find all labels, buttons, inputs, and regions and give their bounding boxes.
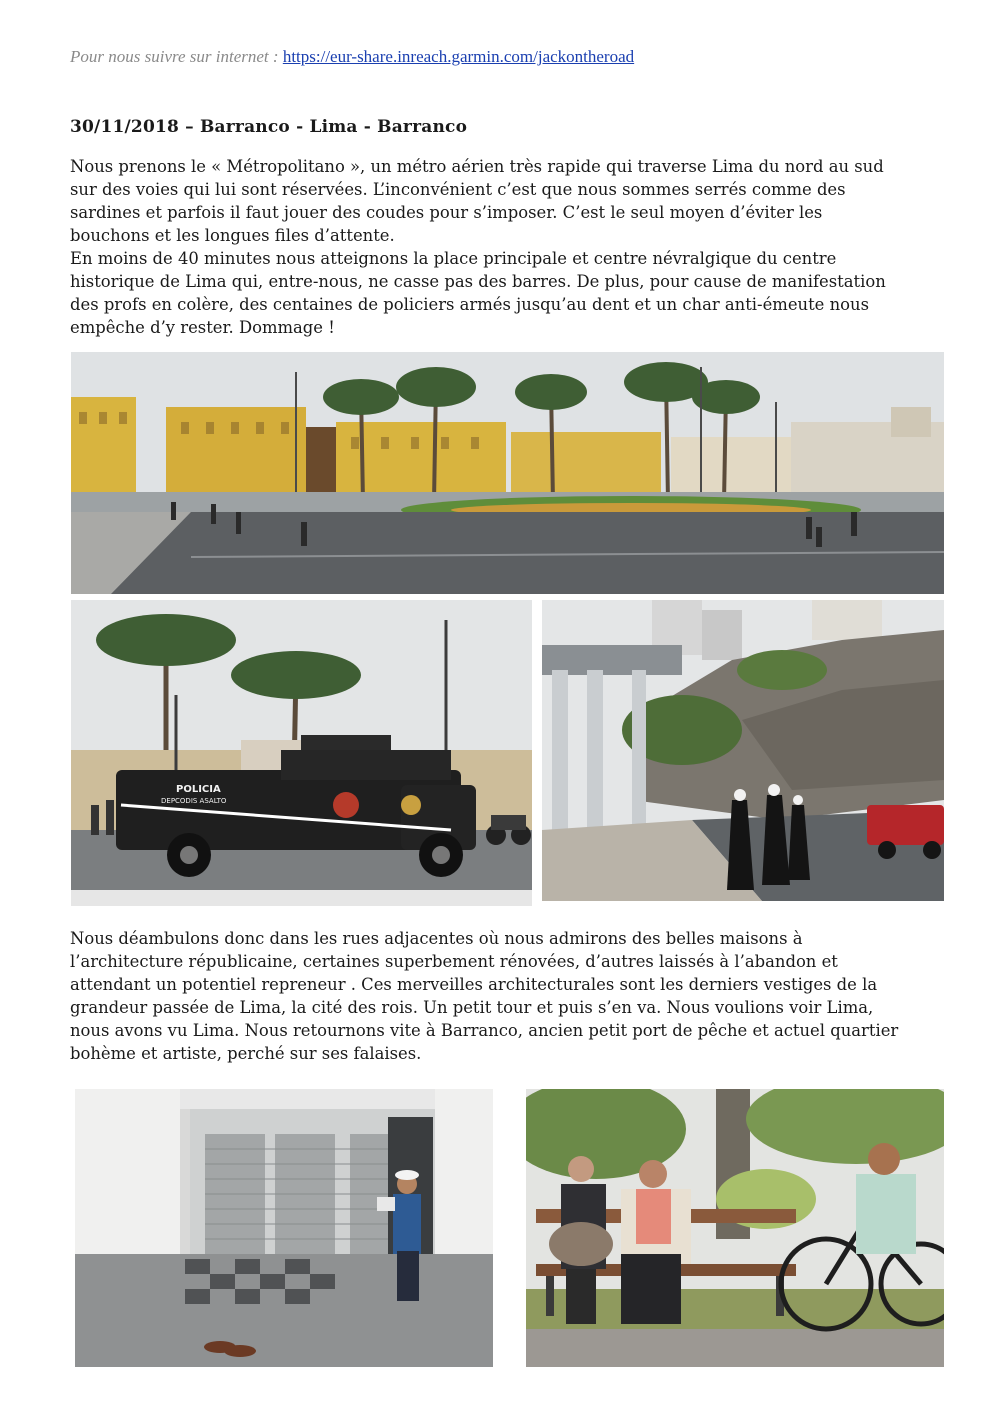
- photo-nuns-cliff: [542, 600, 944, 901]
- paragraph-line: sardines et parfois il faut jouer des coudes pour s’imposer. C’est le seul moyen d’éviter les: [70, 203, 823, 222]
- paragraph-line: attendant un potentiel repreneur . Ces merveilles architecturales sont les derniers vestiges de la: [70, 975, 878, 994]
- truck-label-unit: DEPCODIS ASALTO: [161, 797, 227, 805]
- paragraph-line: Nous prenons le « Métropolitano », un métro aérien très rapide qui traverse Lima du nord au sud: [70, 157, 884, 176]
- paragraph-line: empêche d’y rester. Dommage !: [70, 318, 335, 337]
- photo-riot-truck: [71, 600, 532, 906]
- paragraph-line: bohème et artiste, perché sur ses falaises.: [70, 1044, 422, 1063]
- paragraph-line: grandeur passée de Lima, la cité des rois. Un petit tour et puis s’en va. Nous voulions voir Lima,: [70, 998, 874, 1017]
- paragraph-line: bouchons et les longues files d’attente.: [70, 226, 395, 245]
- header-label: Pour nous suivre sur internet :: [70, 47, 283, 66]
- paragraph-line: nous avons vu Lima. Nous retournons vite à Barranco, ancien petit port de pêche et actuel quartier: [70, 1021, 899, 1040]
- paragraph-metro: [70, 155, 950, 339]
- paragraph-line: Nous déambulons donc dans les rues adjacentes où nous admirons des belles maisons à: [70, 929, 803, 948]
- paragraph-line: sur des voies qui lui sont réservées. L’inconvénient c’est que nous sommes serrés comme des: [70, 180, 846, 199]
- photo-man-reading: [75, 1089, 493, 1367]
- paragraph-line: En moins de 40 minutes nous atteignons la place principale et centre névralgique du centre: [70, 249, 837, 268]
- photo-bench-park: [526, 1089, 944, 1367]
- entry-title: 30/11/2018 – Barranco - Lima - Barranco: [70, 117, 468, 137]
- paragraph-line: historique de Lima qui, entre-nous, ne casse pas des barres. De plus, pour cause de manifestation: [70, 272, 886, 291]
- photo-plaza-panorama: [71, 352, 944, 594]
- header-line: [70, 47, 634, 67]
- paragraph-streets: [70, 927, 950, 1065]
- tracking-link[interactable]: https://eur-share.inreach.garmin.com/jackontheroad: [282, 47, 635, 66]
- truck-label-policia: POLICIA: [176, 784, 221, 795]
- paragraph-line: des profs en colère, des centaines de policiers armés jusqu’au dent et un char anti-émeute nous: [70, 295, 869, 314]
- paragraph-line: l’architecture républicaine, certaines superbement rénovées, d’autres laissés à l’abandon et: [70, 952, 838, 971]
